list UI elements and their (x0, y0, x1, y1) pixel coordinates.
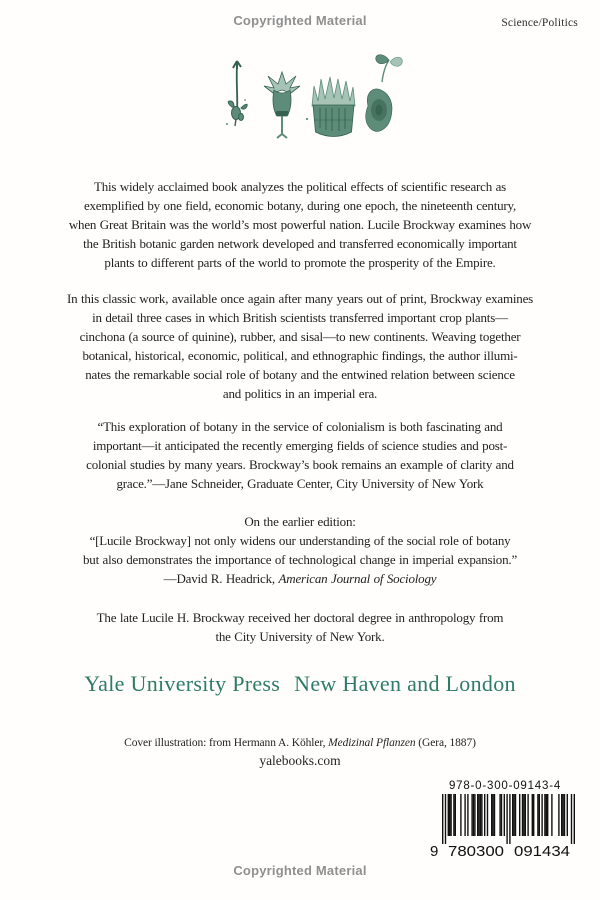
text-line: the British botanic garden network developed and transferred economically important (83, 236, 517, 251)
credit-suffix: (Gera, 1887) (415, 737, 476, 749)
publisher-location: New Haven and London (294, 671, 516, 696)
attribution-name: —David R. Headrick, (163, 571, 279, 586)
seed-sprig-icon (366, 55, 403, 132)
flower-stalk-icon (226, 61, 247, 126)
text-line: In this classic work, available once again after many years out of print, Brockway examines (66, 291, 534, 306)
tubular-flower-icon (264, 72, 300, 138)
attribution-journal: American Journal of Sociology (278, 571, 437, 586)
svg-text:9: 9 (430, 843, 439, 860)
publisher-imprint (0, 671, 600, 697)
svg-text:091434: 091434 (514, 843, 570, 860)
text-line: exemplified by one field, economic botany, during one epoch, the nineteenth century, (83, 198, 517, 213)
text-line: the City University of New York. (215, 629, 385, 644)
description-paragraph-2 (0, 289, 600, 403)
botanical-illustration (212, 50, 412, 142)
dissected-calyx-icon (306, 77, 355, 137)
text-line: nates the remarkable social role of botany and the entwined relation between science (85, 367, 515, 382)
text-line: colonial studies by many years. Brockway’s book remains an example of clarity and (86, 457, 514, 472)
description-paragraph-1 (0, 177, 600, 272)
text-line: and politics in an imperial era. (222, 386, 378, 401)
earlier-edition-attribution (164, 569, 437, 588)
text-line: but also demonstrates the importance of technological change in imperial expansion.” (82, 552, 518, 567)
category-label: Science/Politics (501, 17, 578, 29)
text-line: botanical, historical, economic, political, and ethnographic findings, the author illumi- (82, 348, 518, 363)
text-line: important—it anticipated the recently emerging fields of science studies and post- (92, 438, 508, 453)
cover-credit (0, 737, 600, 749)
earlier-edition-heading: On the earlier edition: (244, 514, 356, 529)
text-line: “[Lucile Brockway] not only widens our understanding of the social role of botany (89, 533, 511, 548)
text-line: This widely acclaimed book analyzes the political effects of scientific research as (93, 179, 507, 194)
svg-text:780300: 780300 (448, 843, 504, 860)
website-url: yalebooks.com (259, 753, 341, 768)
earlier-edition-block (0, 512, 600, 588)
publisher-name: Yale University Press (84, 671, 281, 696)
earlier-edition-quote (83, 531, 517, 569)
text-line: “This exploration of botany in the service of colonialism is both fascinating and (97, 419, 503, 434)
isbn-barcode (422, 794, 588, 860)
text-line: cinchona (a source of quinine), rubber, and sisal—to new continents. Weaving together (79, 329, 521, 344)
text-line: The late Lucile H. Brockway received her doctoral degree in anthropology from (96, 610, 504, 625)
watermark-top: Copyrighted Material (233, 13, 367, 28)
text-line: grace.”—Jane Schneider, Graduate Center, City University of New York (116, 476, 484, 491)
author-bio (0, 608, 600, 646)
credit-text: Cover illustration: from Hermann A. Köhler, (124, 737, 329, 749)
text-line: plants to different parts of the world to promote the prosperity of the Empire. (104, 255, 496, 270)
isbn-barcode-block (422, 780, 588, 860)
text-line: in detail three cases in which British scientists transferred important crop plants— (92, 310, 508, 325)
review-quote (0, 417, 600, 493)
text-line: when Great Britain was the world’s most powerful nation. Lucile Brockway examines how (68, 217, 532, 232)
credit-book-title: Medizinal Pflanzen (328, 737, 416, 749)
watermark-bottom: Copyrighted Material (233, 863, 367, 878)
isbn-text: 978-0-300-09143-4 (448, 780, 562, 792)
